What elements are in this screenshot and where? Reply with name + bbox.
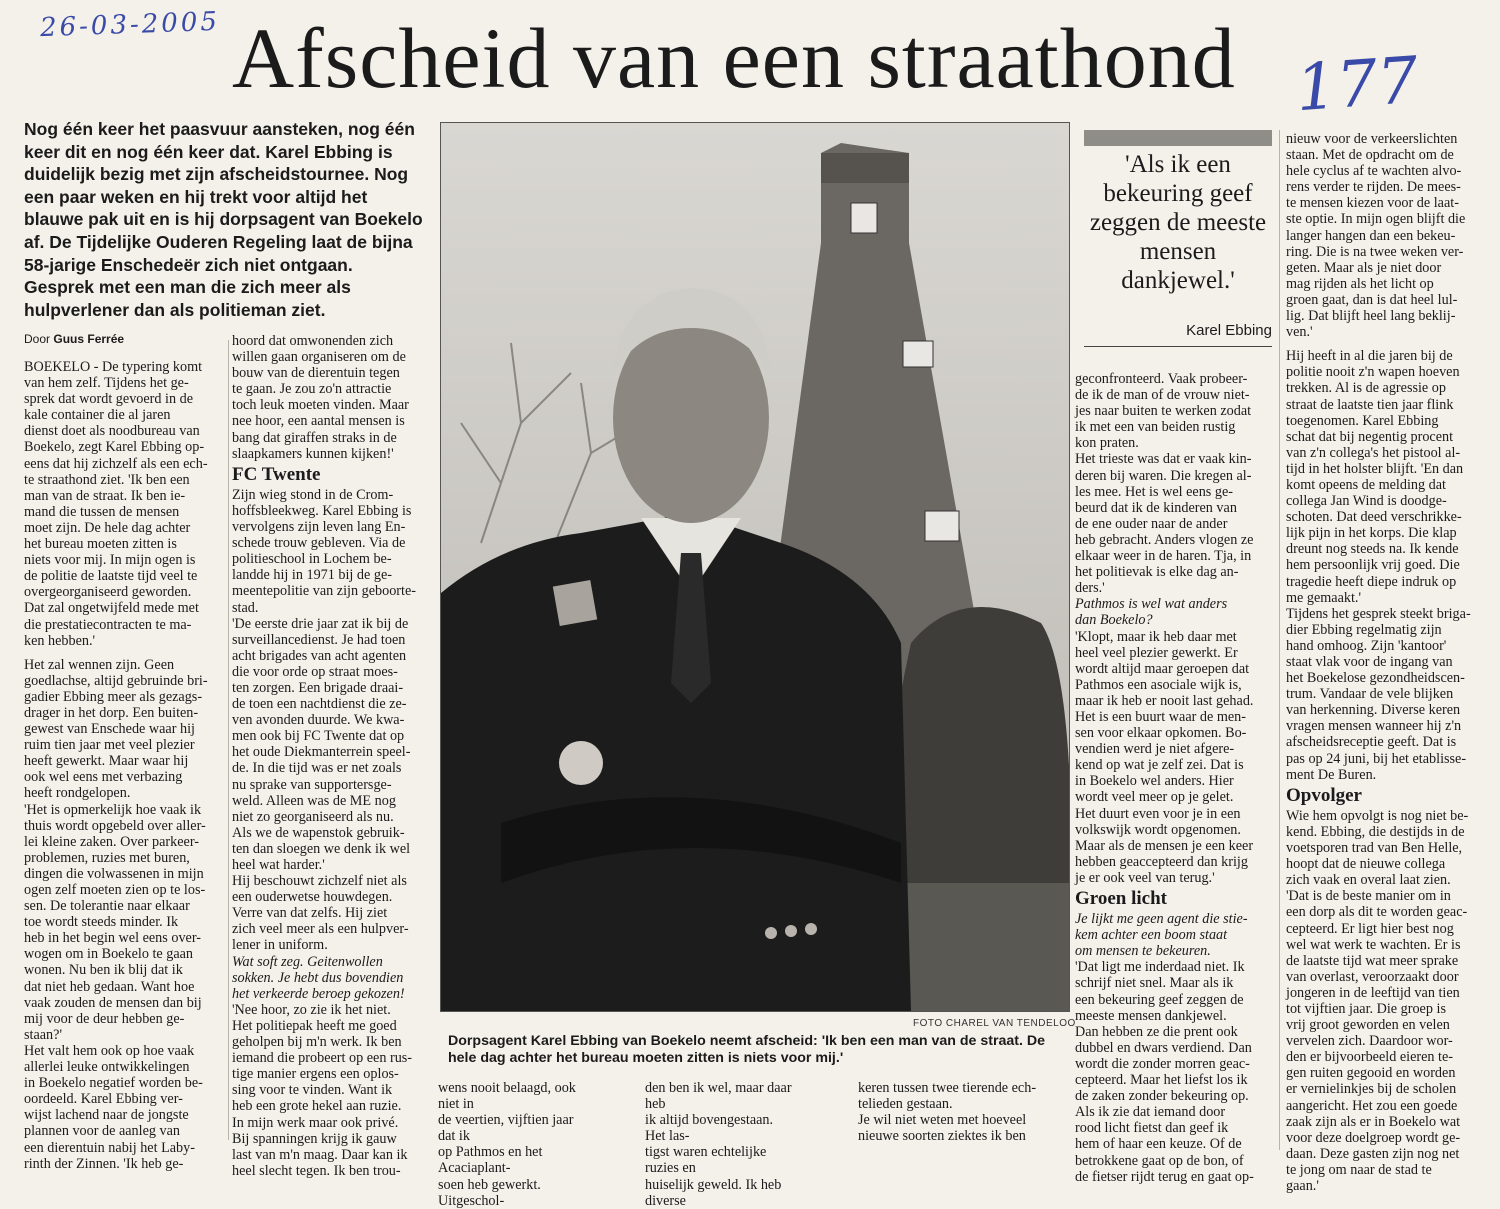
article-column-3 <box>1075 371 1275 1185</box>
byline-prefix: Door <box>24 332 51 346</box>
subheading-fc-twente: FC Twente <box>232 463 321 485</box>
photo-agent-at-tower <box>440 122 1070 1012</box>
article-column-2 <box>232 333 428 1179</box>
pull-quote-bar <box>1084 130 1272 146</box>
paragraph: Hij heeft in al die jaren bij de politie nooit z'n wapen hoeven trekken. Al is de agressie op straat de laatste tien jaar flink toegenomen. Karel Ebbing schat dat bij negentig procent van z'n collega's het pistool al- tijd in het holster blijft. 'En dan komt opeens de melding dat collega Jan Wind is doodge- schoten. Dat deed verschrikke- lijk pijn in het korps. Die klap dreunt nog steeds na. Ik kende hem persoonlijk vrij goed. Die tragedie heeft diepe indruk op me gemaakt.' Tijdens het gesprek steekt briga- dier Ebbing regelmatig zijn hand omhoog. Zijn 'kantoor' staat vlak voor de ingang van het Boekelose gezondheidscen- trum. Vandaar de vele blijken van herkenning. Diverse keren vragen mensen wanneer hij z'n afscheidsreceptie geeft. Dat is pas op 24 juni, bij het etablisse- ment De Buren. <box>1286 348 1471 783</box>
pull-quote: 'Als ik een bekeuring geef zeggen de meeste mensen dankjewel.' <box>1089 151 1267 294</box>
strip-column-3: keren tussen twee tierende ech- telieden gestaan. Je wil niet weten met hoeveel nieuwe soorten ziektes ik ben <box>858 1080 1037 1145</box>
byline-author: Guus Ferrée <box>53 332 125 346</box>
pull-quote-rule <box>1084 346 1272 347</box>
column-divider <box>1279 130 1280 1150</box>
photo-credit: FOTO CHAREL VAN TENDELOO <box>913 1018 1076 1029</box>
paragraph: nieuw voor de verkeerslichten staan. Met de opdracht om de hele cyclus af te wachten alvo- rens verder te rijden. De mees- te mensen kiezen voor de laat- ste optie. In mijn ogen blijft die langer hangen dan een bekeu- ring. Die is na twee weken ver- geten. Maar als je niet door mag rijden als het licht op groen gaat, dan is dat heel lul- lig. Dat blijft heel lang beklij- ven.' <box>1286 131 1466 341</box>
article-column-1 <box>24 359 222 1172</box>
paragraph: Zijn wieg stond in de Crom- hoffsbleekweg. Karel Ebbing is vervolgens zijn leven lang En- schede trouw gebleven. Via de politieschool in Lochem be- landde hij in 1971 bij de ge- meentepolitie van zijn geboorte- stad. 'De eerste drie jaar zat ik bij de surveillancedienst. Je had toen acht brigades van acht agenten die voor orde op straat moes- ten zorgen. Een brigade draai- de toen een nachtdienst die ze- ven avonden duurde. We kwa- men ook bij FC Twente dat op het oude Diekmanterrein speel- de. In die tijd was er net zoals nu sprake van supportersge- weld. Alleen was de ME nog niet zo georganiseerd als nu. Als we de wapenstok gebruik- ten dan sloegen we denk ik wel heel wat harder.' Hij beschouwt zichzelf niet als een ouderwetse houwdegen. Verre van dat zelfs. Hij ziet zich veel meer als een hulpver- lener in uniform. <box>232 486 416 954</box>
strip-column-2: den ben ik wel, maar daar heb ik altijd bovengestaan. Het las- tigst waren echtelijke ruzies en huiselijk geweld. Ik heb diverse <box>645 1080 792 1209</box>
article-headline: Afscheid van een straathond <box>232 10 1236 106</box>
byline <box>24 332 124 346</box>
paragraph: 'Nee hoor, zo zie ik het niet. Het politiepak heeft me goed geholpen bij m'n werk. Ik ben iemand die probeert op een rus- tige manier ergens een oplos- sing voor te vinden. Want ik heb een grote hekel aan ruzie. In mijn werk maar ook privé. Bij spanningen krijg ik gauw last van m'n maag. Daar kan ik heel slecht tegen. Ik ben trou- <box>232 1001 413 1179</box>
handwritten-date: 26-03-2005 <box>39 6 221 44</box>
paragraph: geconfronteerd. Vaak probeer- de ik de man of de vrouw niet- jes naar buiten te werken zodat ik met een van beiden rustig kon praten. Het trieste was dat er vaak kin- deren bij waren. Die kregen al- les mee. Het is wel eens ge- beurd dat ik de kinderen van de ene ouder naar de ander heb gebracht. Anders vlogen ze elkaar weer in de haren. Tja, in het politievak is elke dag an- ders.' <box>1075 371 1254 597</box>
paragraph: 'Klopt, maar ik heb daar met heel veel plezier gewerkt. Er wordt altijd maar geroepen dat Pathmos een asociale wijk is, maar ik heb er nooit last gehad. Het is een buurt waar de men- sen voor elkaar opkomen. Bo- vendien werd je niet afgere- kend op wat je zelf zei. Dat is in Boekelo wel anders. Hier wordt veel meer op je gelet. Het duurt even voor je in een volkswijk wordt opgenomen. Maar als de mensen je een keer hebben geaccepteerd dan krijg je er ook veel van terug.' <box>1075 628 1254 886</box>
paragraph: hoord dat omwonenden zich willen gaan organiseren om de bouw van de dierentuin tegen te gaan. Je zou zo'n attractie toch leuk moeten vinden. Maar nee hoor, een aantal mensen is bang dat giraffen straks in de slaapkamers kunnen kijken!' <box>232 333 409 462</box>
article-intro: Nog één keer het paasvuur aansteken, nog één keer dit en nog één keer dat. Karel Ebbing is duidelijk bezig met zijn afscheidstournee. Nog een paar weken en hij trekt voor altijd het blauwe pak uit en is hij dorpsagent van Boekelo af. De Tijdelijke Ouderen Regeling laat de bijna 58-jarige Enschedeër zich niet ontgaan. Gesprek met een man die zich meer als hulpverlener dan als politieman ziet. <box>24 119 423 320</box>
pull-quote-author: Karel Ebbing <box>1186 322 1272 339</box>
handwritten-page-number: 177 <box>1293 43 1421 127</box>
paragraph: Het zal wennen zijn. Geen goedlachse, altijd gebruinde bri- gadier Ebbing meer als gezags- drager in het dorp. Een buiten- gewest van Enschede waar hij ruim tien jaar met veel plezier heeft gewerkt. Maar waar hij ook wel eens met verbazing heeft rondgelopen. 'Het is opmerkelijk hoe vaak ik thuis wordt opgebeld over aller- lei kleine zaken. Over parkeer- problemen, ruzies met buren, dingen die volwassenen in mijn ogen zelf moeten zien op te los- sen. De tolerantie naar elkaar toe wordt steeds minder. Ik heb in het begin wel eens over- wogen om in Boekelo te gaan wonen. Nu ben ik blij dat ik dat niet heb gedaan. Want hoe vaak zouden de mensen dan bij mij voor de deur hebben ge- staan?' Het valt hem ook op hoe vaak allerlei leuke ontwikkelingen in Boekelo negatief worden be- oordeeld. Karel Ebbing ver- wijst lachend naar de jongste plannen voor de aanleg van een dierentuin nabij het Laby- rinth der Zinnen. 'Ik heb ge- <box>24 656 208 1172</box>
paragraph: BOEKELO - De typering komt van hem zelf. Tijdens het ge- sprek dat wordt gevoerd in de kale container die al jaren dienst doet als noodbureau van Boekelo, zegt Karel Ebbing op- eens dat hij zichzelf als een ech- te straathond ziet. 'Ik ben een man van de straat. Ik ben ie- mand die tussen de mensen moet zijn. De hele dag achter het bureau moeten zitten is niets voor mij. In mijn ogen is de politie de laatste tijd veel te overgeorganiseerd geworden. Dat zal ongetwijfeld mede met die prestatiecontracten te ma- ken hebben.' <box>24 359 208 649</box>
column-divider <box>228 340 229 1140</box>
interview-question: Wat soft zeg. Geitenwollen sokken. Je hebt dus bovendien het verkeerde beroep gekozen! <box>232 953 405 1002</box>
article-column-4 <box>1286 131 1482 1194</box>
interview-question: Pathmos is wel wat anders dan Boekelo? <box>1075 596 1228 629</box>
paragraph: Wie hem opvolgt is nog niet be- kend. Ebbing, die destijds in de voetsporen trad van Ben Helle, hoopt dat de nieuwe collega zich vaak en overal laat zien. 'Dat is de beste manier om in een dorp als dit te worden geac- cepteerd. Er ligt hier best nog wel wat werk te wachten. Er is de laatste tijd wat meer sprake van overlast, veroorzaakt door jongeren in de leeftijd van tien tot vijftien jaar. Die groep is vrij groot geworden en velen vervelen zich. Daardoor wor- den er bijvoorbeeld eieren te- gen ruiten gegooid en worden er vernielinkjes bij de scholen aangericht. Het zou een goede zaak zijn als er in Boekelo wat voor deze doelgroep wordt ge- daan. Deze gasten zijn nog net te jong om naar de stad te gaan.' <box>1286 807 1469 1194</box>
strip-column-1: wens nooit belaagd, ook niet in de veertien, vijftien jaar dat ik op Pathmos en het Acaciaplant- soen heb gewerkt. Uitgeschol- <box>438 1080 576 1209</box>
paragraph: 'Dat ligt me inderdaad niet. Ik schrijf niet snel. Maar als ik een bekeuring geef zeggen de meeste mensen dankjewel. Dan hebben ze die prent ook dubbel en dwars verdiend. Dan wordt die zonder morren geac- cepteerd. Maar het liefst los ik de zaken zonder bekeuring op. Als ik zie dat iemand door rood licht fietst dan geef ik hem of haar een keuze. Of de betrokkene gaat op de bon, of de fietser rijdt terug en gaat op- <box>1075 959 1254 1185</box>
subheading-groen-licht: Groen licht <box>1075 888 1168 909</box>
continued-text-strip <box>438 1080 1074 1209</box>
photo-illustration <box>441 123 1069 1011</box>
photo-caption: Dorpsagent Karel Ebbing van Boekelo neemt afscheid: 'Ik ben een man van de straat. De hele dag achter het bureau moeten zitten is niets voor mij.' <box>448 1033 1046 1066</box>
subheading-opvolger: Opvolger <box>1286 784 1362 806</box>
interview-question: Je lijkt me geen agent die stie- kem achter een boom staat om mensen te bekeuren. <box>1075 911 1248 960</box>
